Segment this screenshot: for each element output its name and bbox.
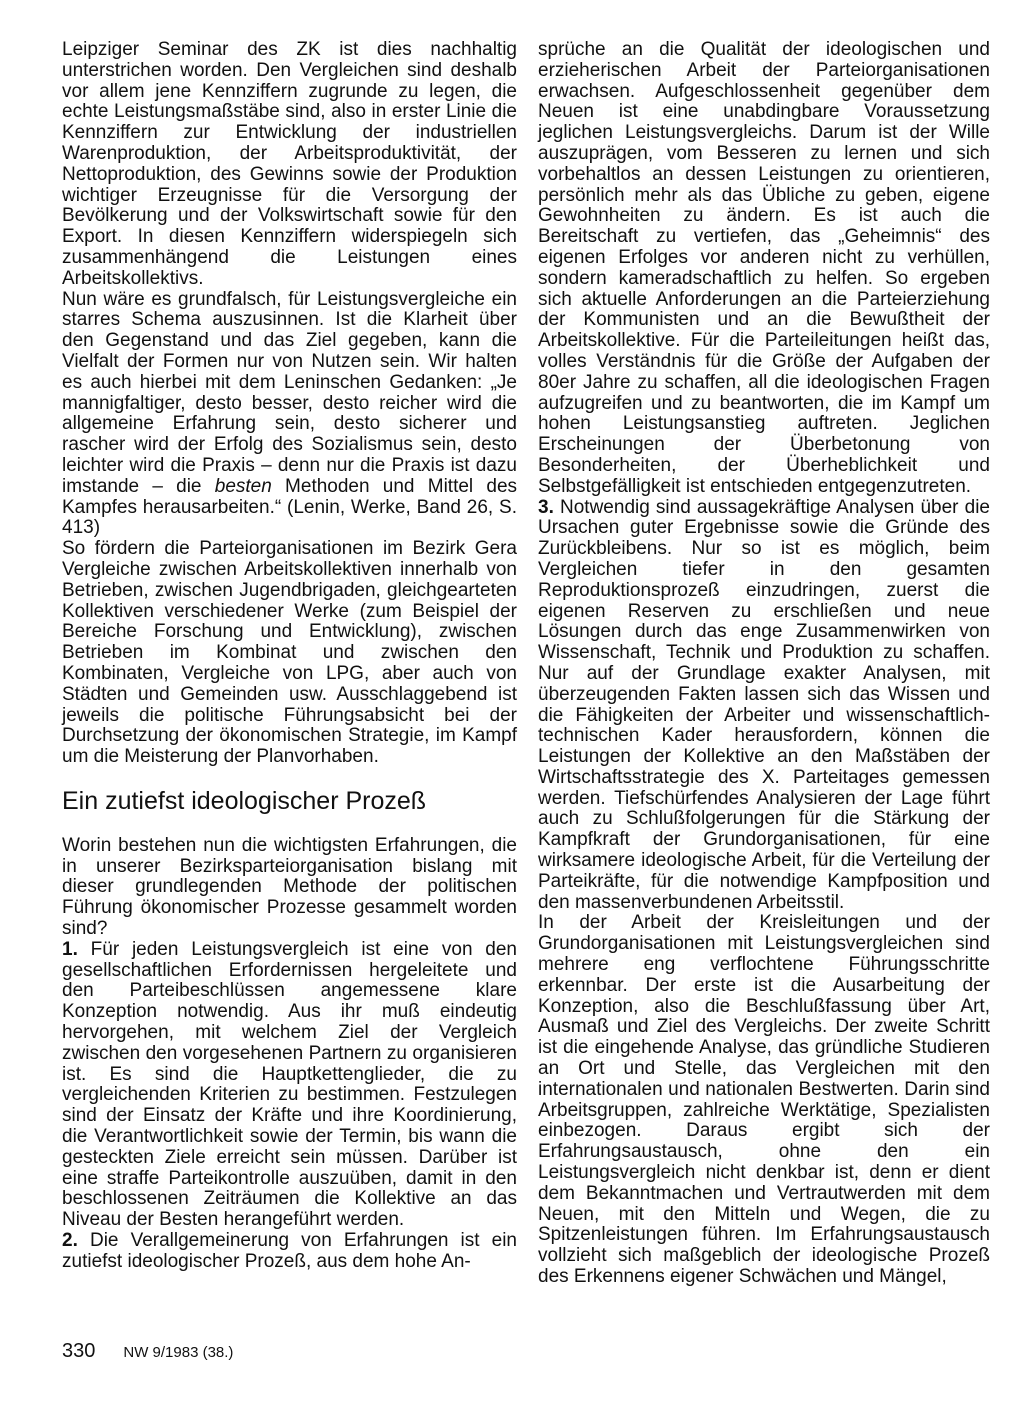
paragraph: Worin bestehen nun die wichtigsten Erfahrungen, die in unserer Bezirksparteiorganisation bislang mit dieser grundlegenden Methode der politischen Führung ökonomischer Prozesse gesammelt worden sind? [62, 834, 517, 940]
section-heading: Ein zutiefst ideologischer Prozeß [62, 786, 427, 815]
numbered-paragraph [62, 940, 517, 1231]
paragraph-text: Notwendig sind aussagekräftige Analysen über die Ursachen guter Ergebnisse sowie die Gründe des Zurückbleibens. Nur so ist es möglich, beim Vergleichen tiefer in den gesamten Reproduktionsprozeß einzudringen, zuerst die eigenen Reserven zu erschließen und neue Lösungen durch das enge Zusammenwirken von Wissenschaft, Technik und Produktion zu schaffen. Nur auf der Grundlage exakter Analysen, mit überzeugenden Fakten lassen sich das Wissen und die Fähigkeiten der Arbeiter und wissenschaftlich-technischen Kader herausfordern, können die Leistungen der Kollektive an den Maßstäben der Wirtschaftsstrategie des X. Parteitages gemessen werden. Tiefschürfendes Analysieren der Lage führt auch zu Schlußfolgerungen für die Stärkung der Kampfkraft der Grundorganisationen, für eine wirksamere ideologische Arbeit, für die Verteilung der Parteikräfte, für die notwendige Kampfposition und den massenverbundenen Arbeitsstil. [538, 496, 991, 913]
paragraph-text: Die Verallgemeinerung von Erfahrungen ist ein zutiefst ideologischer Prozeß, aus dem hohe An- [62, 1230, 518, 1272]
paragraph: So fördern die Parteiorganisationen im Bezirk Gera Vergleiche zwischen Arbeitskollektiven innerhalb von Betrieben, zwischen Jugendbrigaden, gleichgearteten Kollektiven verschiedener Werke (zum Beispiel der Bereiche Forschung und Entwicklung), zwischen Betrieben im Kombinat und zwischen den Kombinaten, Vergleiche von LPG, aber auch von Städten und Gemeinden usw. Ausschlaggebend ist jeweils die politische Führungsabsicht bei der Durchsetzung der ökonomischen Strategie, im Kampf um die Meisterung der Planvorhaben. [62, 538, 517, 768]
page-footer [62, 1340, 233, 1363]
paragraph [62, 290, 517, 540]
paragraph-text: Nun wäre es grundfalsch, für Leistungsvergleiche ein starres Schema auszusinnen. Ist die Klarheit über den Gegenstand und das Ziel gegeben, kann die Vielfalt der Formen nur von Nutzen sein. Wir halten es auch hierbei mit dem Leninschen Gedanken: „Je mannigfaltiger, desto besser, desto reicher wird die allgemeine Erfahrung sein, desto sicherer und rascher wird der Erfolg des Sozialismus sein, desto leichter wird die Praxis – denn nur die Praxis ist dazu imstande – die [62, 288, 517, 497]
item-number: 2. [62, 1230, 78, 1252]
numbered-paragraph [538, 498, 990, 914]
paragraph: Leipziger Seminar des ZK ist dies nachhaltig unterstrichen worden. Den Vergleichen sind deshalb vor allem jene Kennziffern zugrunde zu legen, die echte Leistungsmaßstäbe sind, also in erster Linie die Kennziffern zur Entwicklung der industriellen Warenproduktion, der Arbeitsproduktivität, der Nettoproduktion, des Gewinns sowie der Produktion wichtiger Erzeugnisse für die Versorgung der Bevölkerung und der Volkswirtschaft sowie für den Export. In diesen Kennziffern widerspiegeln sich zusammenhängend die Leistungen eines Arbeitskollektivs. [62, 39, 517, 289]
journal-reference: NW 9/1983 (38.) [123, 1344, 234, 1361]
right-column [538, 40, 990, 1288]
paragraph: In der Arbeit der Kreisleitungen und der Grundorganisationen mit Leistungsvergleichen sind mehrere eng verflochtene Führungsschritte erkennbar. Der erste ist die Ausarbeitung der Konzeption, also die Beschlußfassung über Art, Ausmaß und Ziel des Vergleichs. Der zweite Schritt ist die eingehende Analyse, das gründliche Studieren an Ort und Stelle, das Vergleichen mit den internationalen und nationalen Bestwerten. Darin sind Arbeitsgruppen, zahlreiche Werktätige, Spezialisten einbezogen. Daraus ergibt sich der Erfahrungsaustausch, ohne den ein Leistungsvergleich nicht denkbar ist, denn er dient dem Bekanntmachen und Vertrautwerden mit dem Neuen, mit den Mitteln und Wegen, die zu Spitzenleistungen führen. Im Erfahrungsaustausch vollzieht sich maßgeblich der ideologische Prozeß des Erkennens eigener Schwächen und Mängel, [538, 912, 990, 1288]
emphasis-text: besten [214, 475, 272, 497]
paragraph-text: Methoden und Mittel des Kampfes herausarbeiten.“ (Lenin, Werke, Band 26, S. 413) [62, 475, 518, 539]
left-column [62, 40, 517, 1273]
paragraph: sprüche an die Qualität der ideologischen und erzieherischen Arbeit der Parteiorganisationen erwachsen. Aufgeschlossenheit gegenüber dem Neuen ist eine unabdingbare Voraussetzung jeglichen Leistungsvergleichs. Darum ist der Wille auszuprägen, vom Besseren zu lernen und sich vorbehaltlos an dessen Leistungen zu orientieren, persönlich mehr als das Übliche zu geben, eigene Gewohnheiten zu ändern. Es ist auch die Bereitschaft zu vertiefen, das „Geheimnis“ des eigenen Erfolges vor anderen nicht zu verhüllen, sondern kameradschaftlich zu helfen. So ergeben sich aktuelle Anforderungen an die Parteierziehung der Kommunisten und an die Bewußtheit der Arbeitskollektive. Für die Parteileitungen heißt das, volles Verständnis für die Größe der Aufgaben der 80er Jahre zu schaffen, all die ideologischen Fragen aufzugreifen und zu beantworten, die im Kampf um hohen Leistungsanstieg auftreten. Jeglichen Erscheinungen der Überbetonung von Besonderheiten, der Überheblichkeit und Selbstgefälligkeit ist entschieden entgegenzutreten. [538, 39, 990, 497]
item-number: 1. [62, 938, 78, 960]
item-number: 3. [538, 496, 554, 518]
page-number: 330 [62, 1340, 96, 1362]
numbered-paragraph [62, 1231, 517, 1273]
paragraph-text: Für jeden Leistungsvergleich ist eine von den gesellschaftlichen Erfordernissen hergeleitete und den Parteibeschlüssen angemessene klare Konzeption notwendig. Aus ihr muß eindeutig hervorgehen, mit welchem Ziel der Vergleich zwischen den vorgesehenen Partnern zu organisieren ist. Es sind die Hauptkettenglieder, die zu vergleichenden Kriterien zu bestimmen. Festzulegen sind der Einsatz der Kräfte und ihre Koordinierung, die Verantwortlichkeit sowie der Termin, bis wann die gesteckten Ziele erreicht sein müssen. Darüber ist eine straffe Parteikontrolle auszuüben, damit in den beschlossenen Zeiträumen die Kollektive an das Niveau der Besten herangeführt werden. [62, 938, 517, 1231]
